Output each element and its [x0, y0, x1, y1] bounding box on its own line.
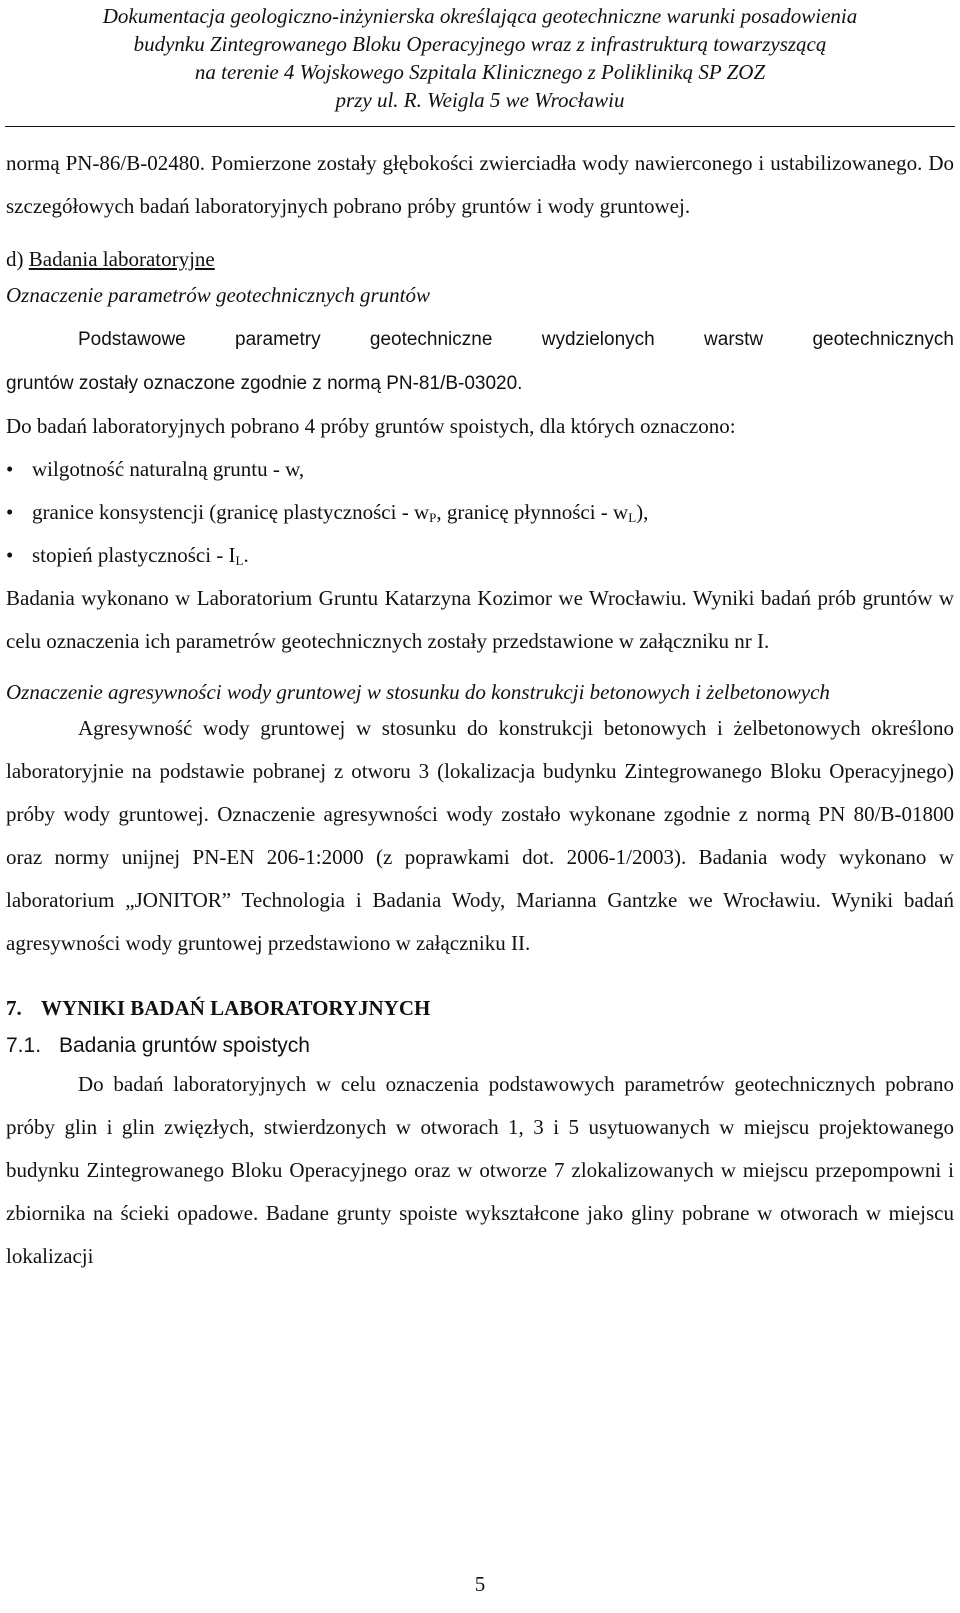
bullet-list: [6, 448, 954, 577]
section-d-prefix: d): [6, 247, 29, 271]
header-line-1: Dokumentacja geologiczno-inżynierska określająca geotechniczne warunki posadowienia: [102, 4, 858, 28]
header-line-4: przy ul. R. Weigla 5 we Wrocławiu: [335, 88, 625, 112]
section-7-1-number: 7.1.: [6, 1034, 42, 1057]
bullet-icon: •: [6, 457, 14, 481]
subheading-water-aggressiveness: Oznaczenie agresywności wody gruntowej w stosunku do konstrukcji betonowych i żelbetonowych: [6, 680, 830, 704]
page-number: 5: [474, 1572, 486, 1596]
bullet-icon: •: [6, 543, 14, 567]
section-d-title: Badania laboratoryjne: [28, 247, 215, 271]
list-item: • granice konsystencji (granicę plastyczności - $w_P$, granicę płynności - $w_L$),: [6, 491, 954, 534]
section-7-1-title: Badania gruntów spoistych: [59, 1034, 310, 1057]
section-7-title: WYNIKI BADAŃ LABORATORYJNYCH: [41, 996, 431, 1020]
bullet-moisture: wilgotność naturalną gruntu - w,: [32, 457, 305, 481]
paragraph-laboratory: Badania wykonano w Laboratorium Gruntu Katarzyna Kozimor we Wrocławiu. Wyniki badań prób gruntów w celu oznaczenia ich parametrów geotechnicznych zostały przedstawione w załączniku nr I.: [6, 586, 954, 653]
list-item: • stopień plastyczności - $I_L$.: [6, 534, 954, 577]
section-7-heading: [6, 993, 954, 1023]
header-line-3: na terenie 4 Wojskowego Szpitala Klinicznego z Polikliniką SP ZOZ: [194, 60, 766, 84]
paragraph-water-aggressiveness: Agresywność wody gruntowej w stosunku do konstrukcji betonowych i żelbetonowych określono laboratoryjnie na podstawie pobranej z otworu 3 (lokalizacja budynku Zintegrowanego Bloku Operacyjnego) próby wody gruntowej. Oznaczenie agresywności wody zostało wykonane zgodnie z normą PN 80/B-01800 oraz normy unijnej PN-EN 206-1:2000 (z poprawkami dot. 2006-1/2003). Badania wody wykonano w laboratorium „JONITOR” Technologia i Badania Wody, Marianna Gantzke we Wrocławiu. Wyniki badań agresywności wody gruntowej przedstawiono w załączniku II.: [6, 716, 954, 955]
section-7-1-heading: [6, 1031, 954, 1061]
header-line-2: budynku Zintegrowanego Bloku Operacyjnego wraz z infrastrukturą towarzyszącą: [133, 32, 827, 56]
paragraph-cohesive-soils: Do badań laboratoryjnych w celu oznaczenia podstawowych parametrów geotechnicznych pobrano próby glin i glin zwięzłych, stwierdzonych w otworach 1, 3 i 5 usytuowanych w miejscu projektowanego budynku Zintegrowanego Bloku Operacyjnego oraz w otworze 7 zlokalizowanych w miejscu przepompowni i zbiornika na ścieki opadowe. Badane grunty spoiste wykształcone jako gliny pobrane w otworach w miejscu lokalizacji: [6, 1072, 954, 1268]
bullet-icon: •: [6, 500, 14, 524]
document-body: [6, 142, 954, 1278]
paragraph-basic-parameters-line1: Podstawowe parametry geotechniczne wydzielonych warstw geotechnicznych: [78, 329, 954, 350]
list-item: [6, 448, 954, 491]
paragraph-samples: Do badań laboratoryjnych pobrano 4 próby gruntów spoistych, dla których oznaczono:: [6, 414, 736, 438]
subheading-geotechnical-parameters: Oznaczenie parametrów geotechnicznych gruntów: [6, 283, 431, 307]
running-header: [0, 0, 960, 114]
continuation-paragraph: normą PN-86/B-02480. Pomierzone zostały głębokości zwierciadła wody nawierconego i ustabilizowanego. Do szczegółowych badań laboratoryjnych pobrano próby gruntów i wody gruntowej.: [6, 151, 954, 218]
section-d-heading: [6, 244, 954, 274]
section-7-number: 7.: [6, 996, 22, 1020]
paragraph-basic-parameters-line2: gruntów zostały oznaczone zgodnie z normą PN-81/B-03020.: [6, 373, 523, 394]
header-divider: [5, 126, 955, 127]
